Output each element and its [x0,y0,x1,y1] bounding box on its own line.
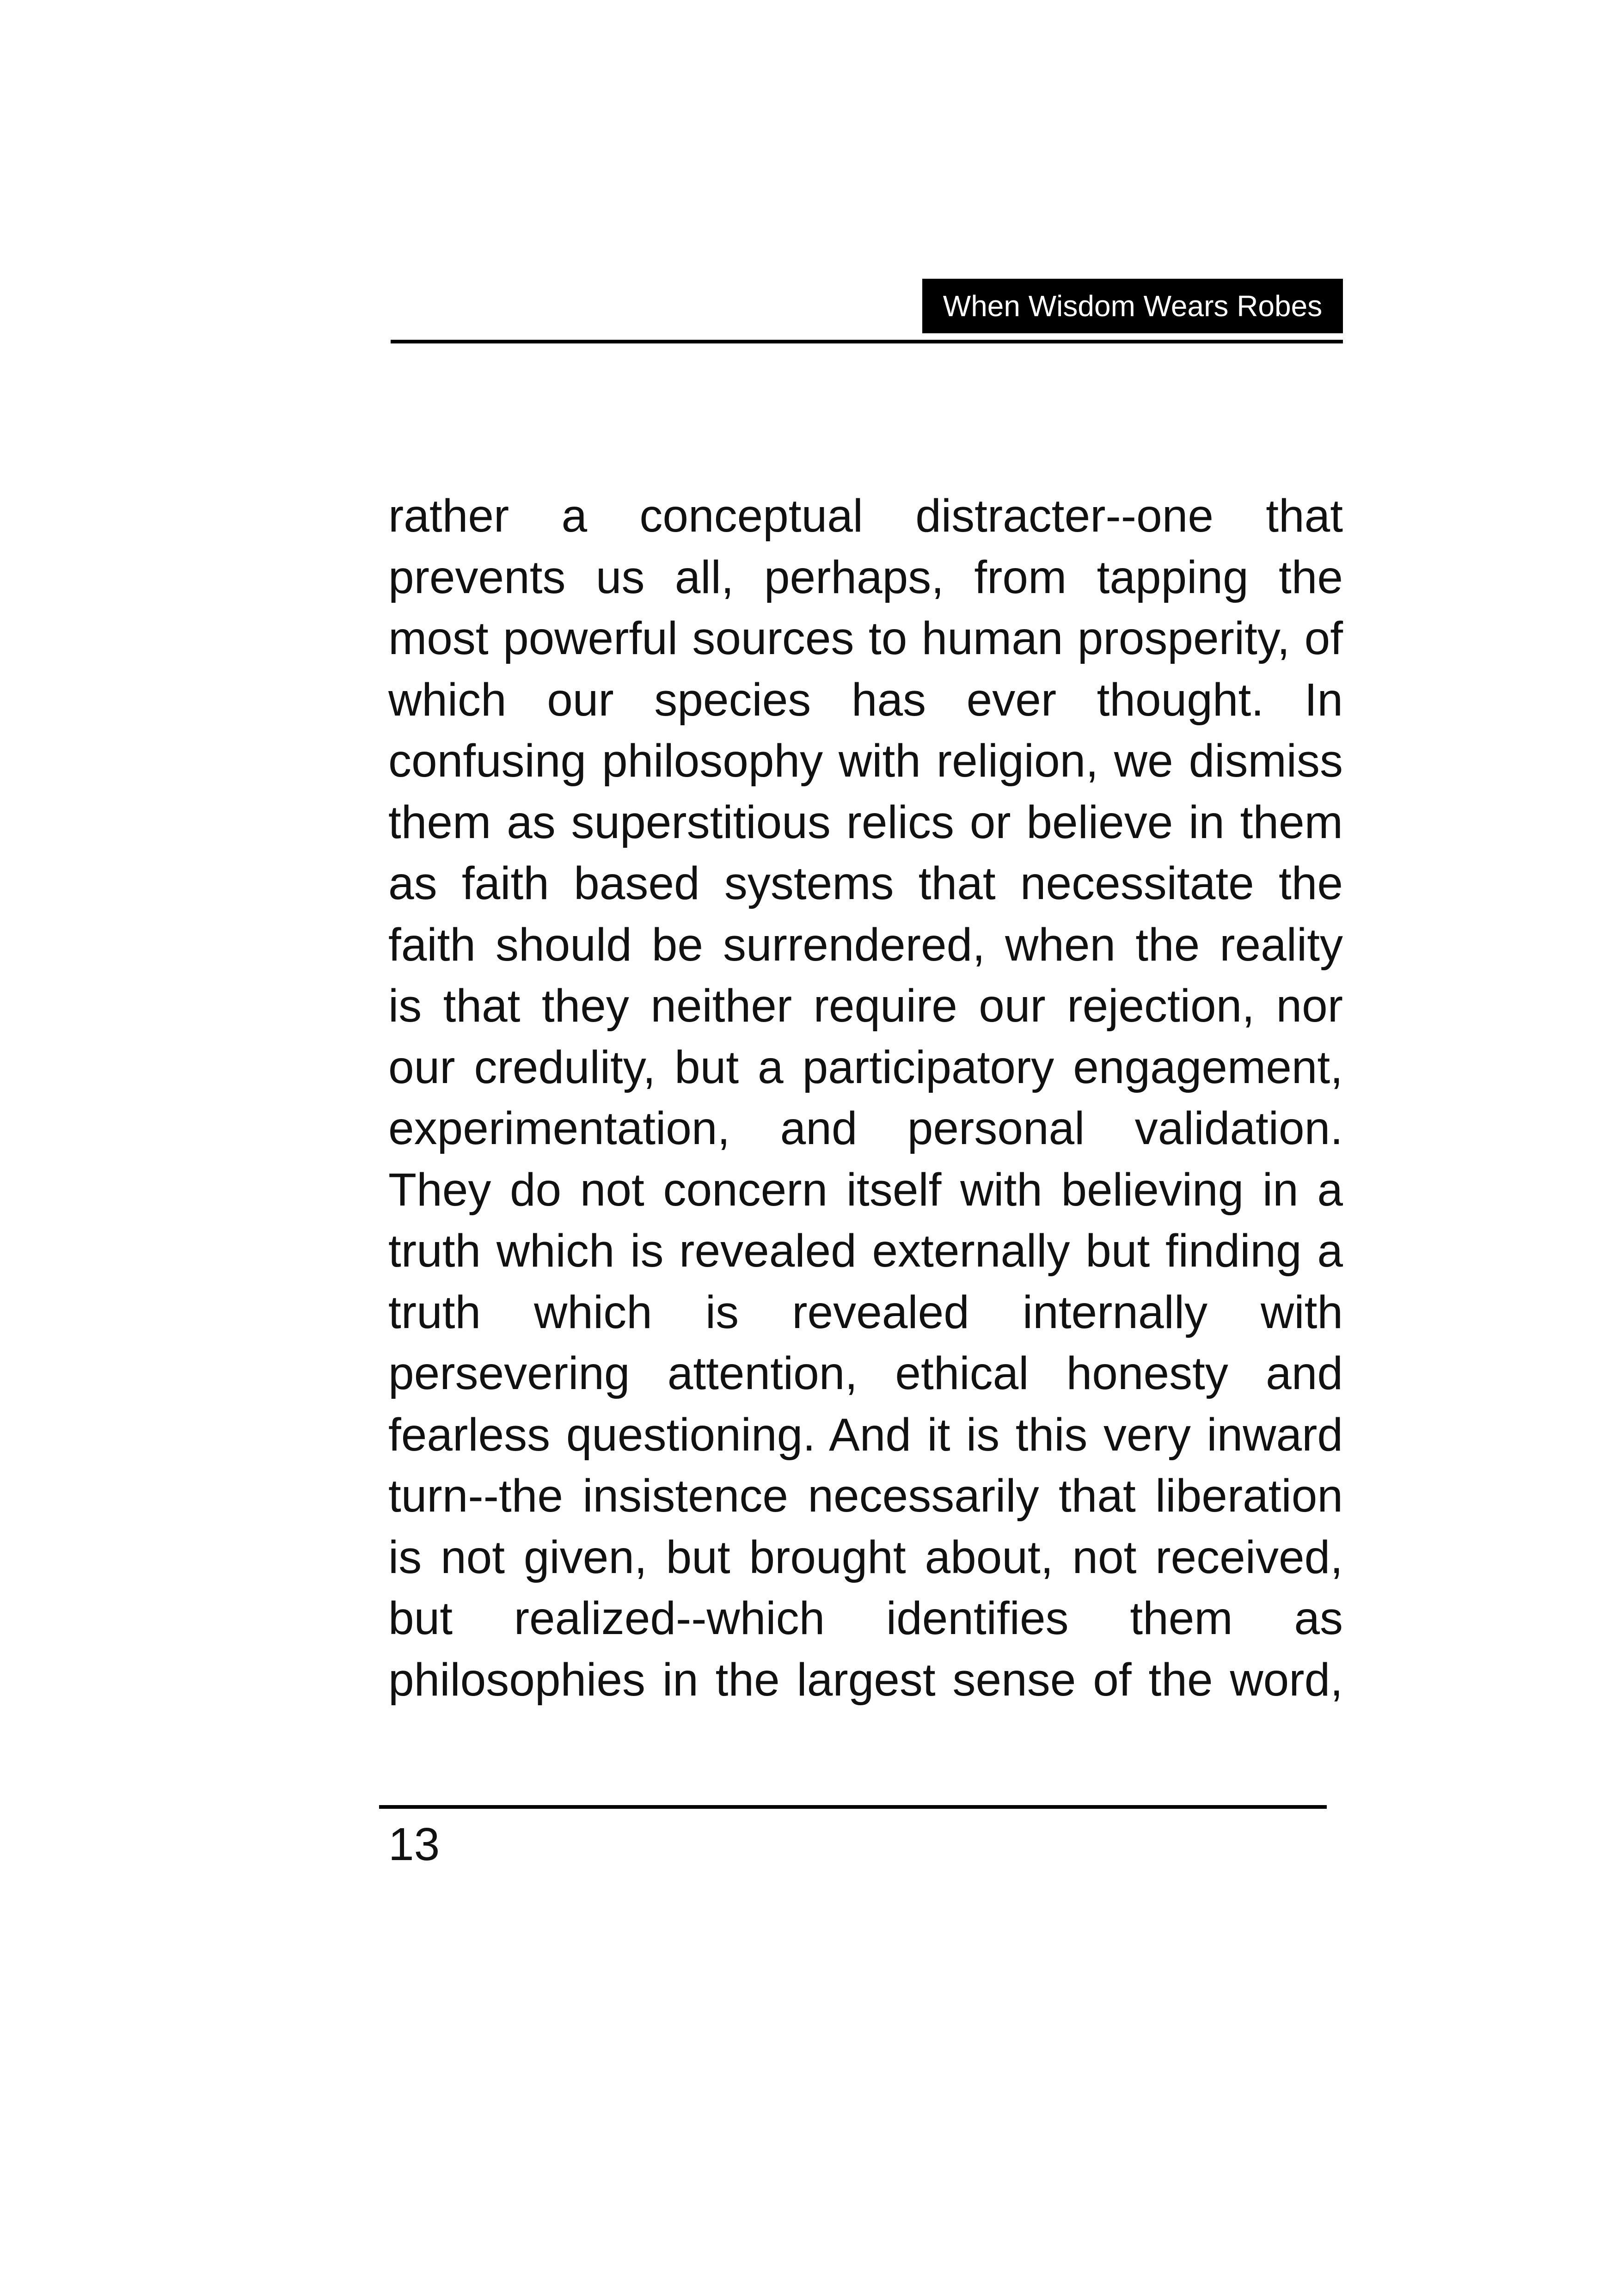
text-line: experimentation, and personal validation. [388,1102,1343,1154]
header-rule [391,340,1343,343]
running-header-title: When Wisdom Wears Robes [922,279,1343,333]
text-line: They do not concern itself with believing in a [388,1163,1343,1216]
text-line: truth which is revealed internally with [388,1286,1343,1338]
text-line: faith should be surrendered, when the reality [388,918,1343,971]
text-line: but realized--which identifies them as [388,1592,1343,1644]
text-line: as faith based systems that necessitate the [388,857,1343,909]
text-line: prevents us all, perhaps, from tapping the [388,551,1343,603]
text-line: confusing philosophy with religion, we dismiss [388,735,1343,787]
page-number: 13 [388,1818,440,1870]
text-line: rather a conceptual distracter--one that [388,490,1343,542]
text-line: truth which is revealed externally but finding a [388,1225,1343,1277]
text-line: persevering attention, ethical honesty and [388,1347,1343,1399]
text-line: is not given, but brought about, not received, [388,1531,1343,1583]
text-line: them as superstitious relics or believe in them [388,796,1343,848]
text-line: philosophies in the largest sense of the word, [388,1653,1343,1706]
text-line: most powerful sources to human prosperity, of [388,612,1343,664]
text-line: turn--the insistence necessarily that liberation [388,1470,1343,1522]
text-line: our credulity, but a participatory engagement, [388,1041,1343,1093]
text-line: which our species has ever thought. In [388,673,1343,726]
body-paragraph [388,485,1343,1710]
text-line: is that they neither require our rejection, nor [388,980,1343,1032]
footer-rule [379,1805,1327,1809]
text-line: fearless questioning. And it is this very inward [388,1408,1343,1461]
